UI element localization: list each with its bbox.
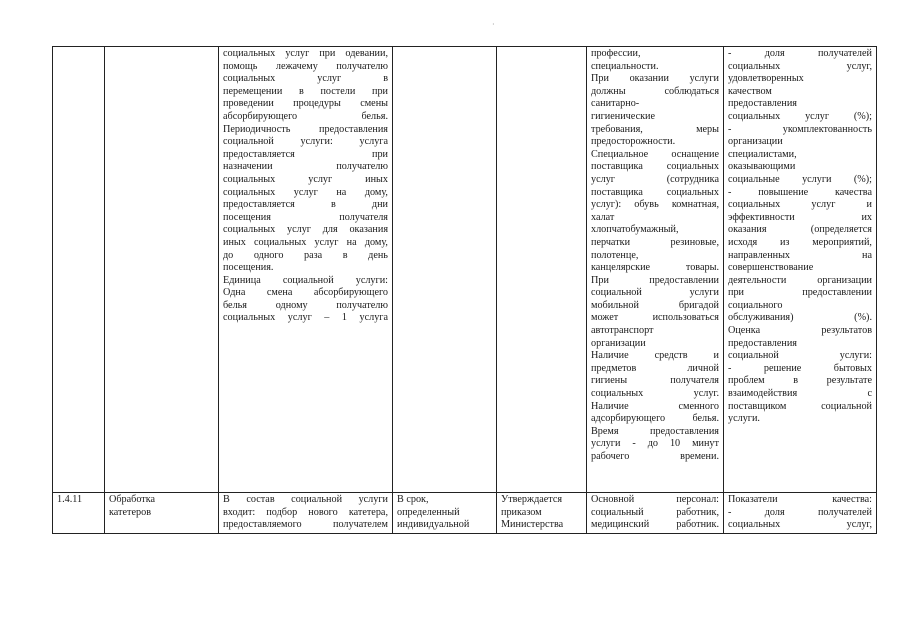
cell-description	[219, 493, 393, 534]
text-line: деятельности организации	[728, 274, 872, 286]
text-line: - доля получателей	[728, 48, 872, 59]
cell-number	[53, 493, 105, 534]
text-line: Периодичность предоставления	[223, 123, 388, 135]
text-line: перчатки резиновые,	[591, 236, 719, 248]
text-line: канцелярские товары.	[591, 262, 719, 274]
text-line: совершенствование	[728, 262, 814, 274]
text-line: адсорбирующего белья.	[591, 413, 719, 425]
text-line: может использоваться	[591, 312, 719, 324]
text-line: социальной услуги: услуга	[223, 136, 388, 148]
text-line: посещения получателя	[223, 211, 388, 223]
text-line: Показатели качества:	[728, 494, 872, 505]
cell-conditions	[587, 47, 724, 493]
text-line: услуги.	[728, 413, 760, 425]
text-line: Обработка	[109, 494, 156, 505]
text-line: организации	[728, 136, 783, 148]
text-line: обслуживания) (%).	[728, 312, 872, 324]
text-line: при предоставлении	[728, 287, 872, 299]
text-line: социальных услуг и	[728, 199, 872, 211]
text-line: предоставляемого получателем	[223, 519, 388, 531]
text-line: - повышение качества	[728, 186, 872, 198]
text-line: организации	[591, 337, 646, 349]
text-line: индивидуальной	[397, 519, 470, 531]
text-line: услуги - до 10 минут	[591, 438, 719, 450]
text-line: определенный	[397, 506, 460, 518]
text-line: В состав социальной услуги	[223, 494, 388, 505]
table-row-continued	[53, 47, 877, 493]
text-line: Основной персонал:	[591, 494, 719, 505]
text-line: проведении процедуры смены	[223, 98, 388, 110]
text-line: Специальное оснащение	[591, 148, 719, 160]
text-line: социальных услуг для оказания	[223, 224, 388, 236]
text-line: Наличие средств и	[591, 350, 719, 362]
text-line: - укомплектованность	[728, 123, 872, 135]
text-line: При оказании услуги	[591, 73, 719, 85]
text-line: санитарно-	[591, 98, 640, 110]
text-line: медицинский работник.	[591, 519, 719, 531]
text-line: автотранспорт	[591, 325, 654, 337]
services-table	[52, 46, 877, 534]
text-line: гигиены получателя	[591, 375, 719, 387]
text-line: приказом	[501, 506, 542, 518]
text-line: посещения.	[223, 262, 274, 274]
cell-service-name	[105, 493, 219, 534]
text-line: социальных услуг – 1 услуга	[223, 312, 388, 324]
text-line: социальной услуги	[591, 287, 719, 299]
text-line: полотенце,	[591, 249, 639, 261]
text-line: назначении получателю	[223, 161, 388, 173]
text-line: специальности.	[591, 60, 659, 72]
text-line: профессии,	[591, 48, 641, 59]
text-line: предоставления	[728, 337, 797, 349]
cell-indicators	[724, 47, 877, 493]
text-line: социальных услуг на дому,	[223, 186, 388, 198]
text-line: халат	[591, 211, 615, 223]
text-line: социальные услуги (%);	[728, 173, 872, 185]
text-line: При предоставлении	[591, 274, 719, 286]
text-line: В срок,	[397, 494, 429, 505]
text-line: рабочего времени.	[591, 451, 719, 462]
text-line: входит: подбор нового катетера,	[223, 506, 388, 518]
text-line: поставщика социальных	[591, 161, 719, 173]
table-row-1-4-11	[53, 493, 877, 534]
text-line: социальной услуги:	[728, 350, 872, 362]
text-line: предоставляется в дни	[223, 199, 388, 211]
text-line: исходя из мероприятий,	[728, 236, 872, 248]
text-line: - доля получателей	[728, 506, 872, 518]
text-line: социальный работник,	[591, 506, 719, 518]
cell-tariff	[497, 493, 587, 534]
text-line: предметов личной	[591, 362, 719, 374]
text-line: социального	[728, 299, 783, 311]
text-line: оказывающими	[728, 161, 796, 173]
cell-tariff	[497, 47, 587, 493]
text-line: хлопчатобумажный,	[591, 224, 679, 236]
text-line: Утверждается	[501, 494, 563, 505]
text-line: помощь лежачему получателю	[223, 60, 388, 72]
cell-number	[53, 47, 105, 493]
text-line: социальных услуг в	[223, 73, 388, 85]
text-line: белья одному получателю	[223, 299, 388, 311]
page-mark: ·	[492, 20, 495, 29]
text-line: предоставляется при	[223, 148, 388, 160]
text-line: качеством	[728, 85, 772, 97]
text-line: до одного раза в день	[223, 249, 388, 261]
text-line: социальных услуг,	[728, 60, 872, 72]
text-line: проблем в результате	[728, 375, 872, 387]
text-line: требования, меры	[591, 123, 719, 135]
text-line: Одна смена абсорбирующего	[223, 287, 388, 299]
text-line: направленных на	[728, 249, 872, 261]
text-line: социальных услуг иных	[223, 173, 388, 185]
cell-term	[393, 493, 497, 534]
text-line: должны соблюдаться	[591, 85, 719, 97]
text-line: поставщиком социальной	[728, 400, 872, 412]
text-line: услуг): обувь комнатная,	[591, 199, 719, 211]
text-line: специалистами,	[728, 148, 797, 160]
text-line: - решение бытовых	[728, 362, 872, 374]
text-line: Единица социальной услуги:	[223, 274, 388, 286]
text-line: социальных услуг (%);	[728, 110, 872, 122]
text-line: Министерства	[501, 519, 564, 531]
text-line: иных социальных услуг на дому,	[223, 236, 388, 248]
text-line: гигиенические	[591, 110, 656, 122]
text-line: удовлетворенных	[728, 73, 804, 85]
text-line: предоставления	[728, 98, 797, 110]
text-line: услуг (сотрудника	[591, 173, 719, 185]
text-line: Оценка результатов	[728, 325, 872, 337]
text-line: мобильной бригадой	[591, 299, 719, 311]
text-line: предосторожности.	[591, 136, 676, 148]
cell-service-name	[105, 47, 219, 493]
text-line: Наличие сменного	[591, 400, 719, 412]
text-line: Время предоставления	[591, 425, 719, 437]
text-line: абсорбирующего белья.	[223, 110, 388, 122]
text-line: эффективности их	[728, 211, 872, 223]
cell-description	[219, 47, 393, 493]
text-line: оказания (определяется	[728, 224, 872, 236]
text-line: поставщика социальных	[591, 186, 719, 198]
text-line: катетеров	[109, 506, 151, 518]
text-line: социальных услуг,	[728, 519, 872, 531]
cell-conditions	[587, 493, 724, 534]
cell-term	[393, 47, 497, 493]
text-line: социальных услуг при одевании,	[223, 48, 388, 59]
cell-indicators	[724, 493, 877, 534]
text-line: взаимодействия с	[728, 388, 872, 400]
text-line: социальных услуг.	[591, 388, 719, 400]
text-line: перемещении в постели при	[223, 85, 388, 97]
row-number: 1.4.11	[57, 494, 83, 505]
